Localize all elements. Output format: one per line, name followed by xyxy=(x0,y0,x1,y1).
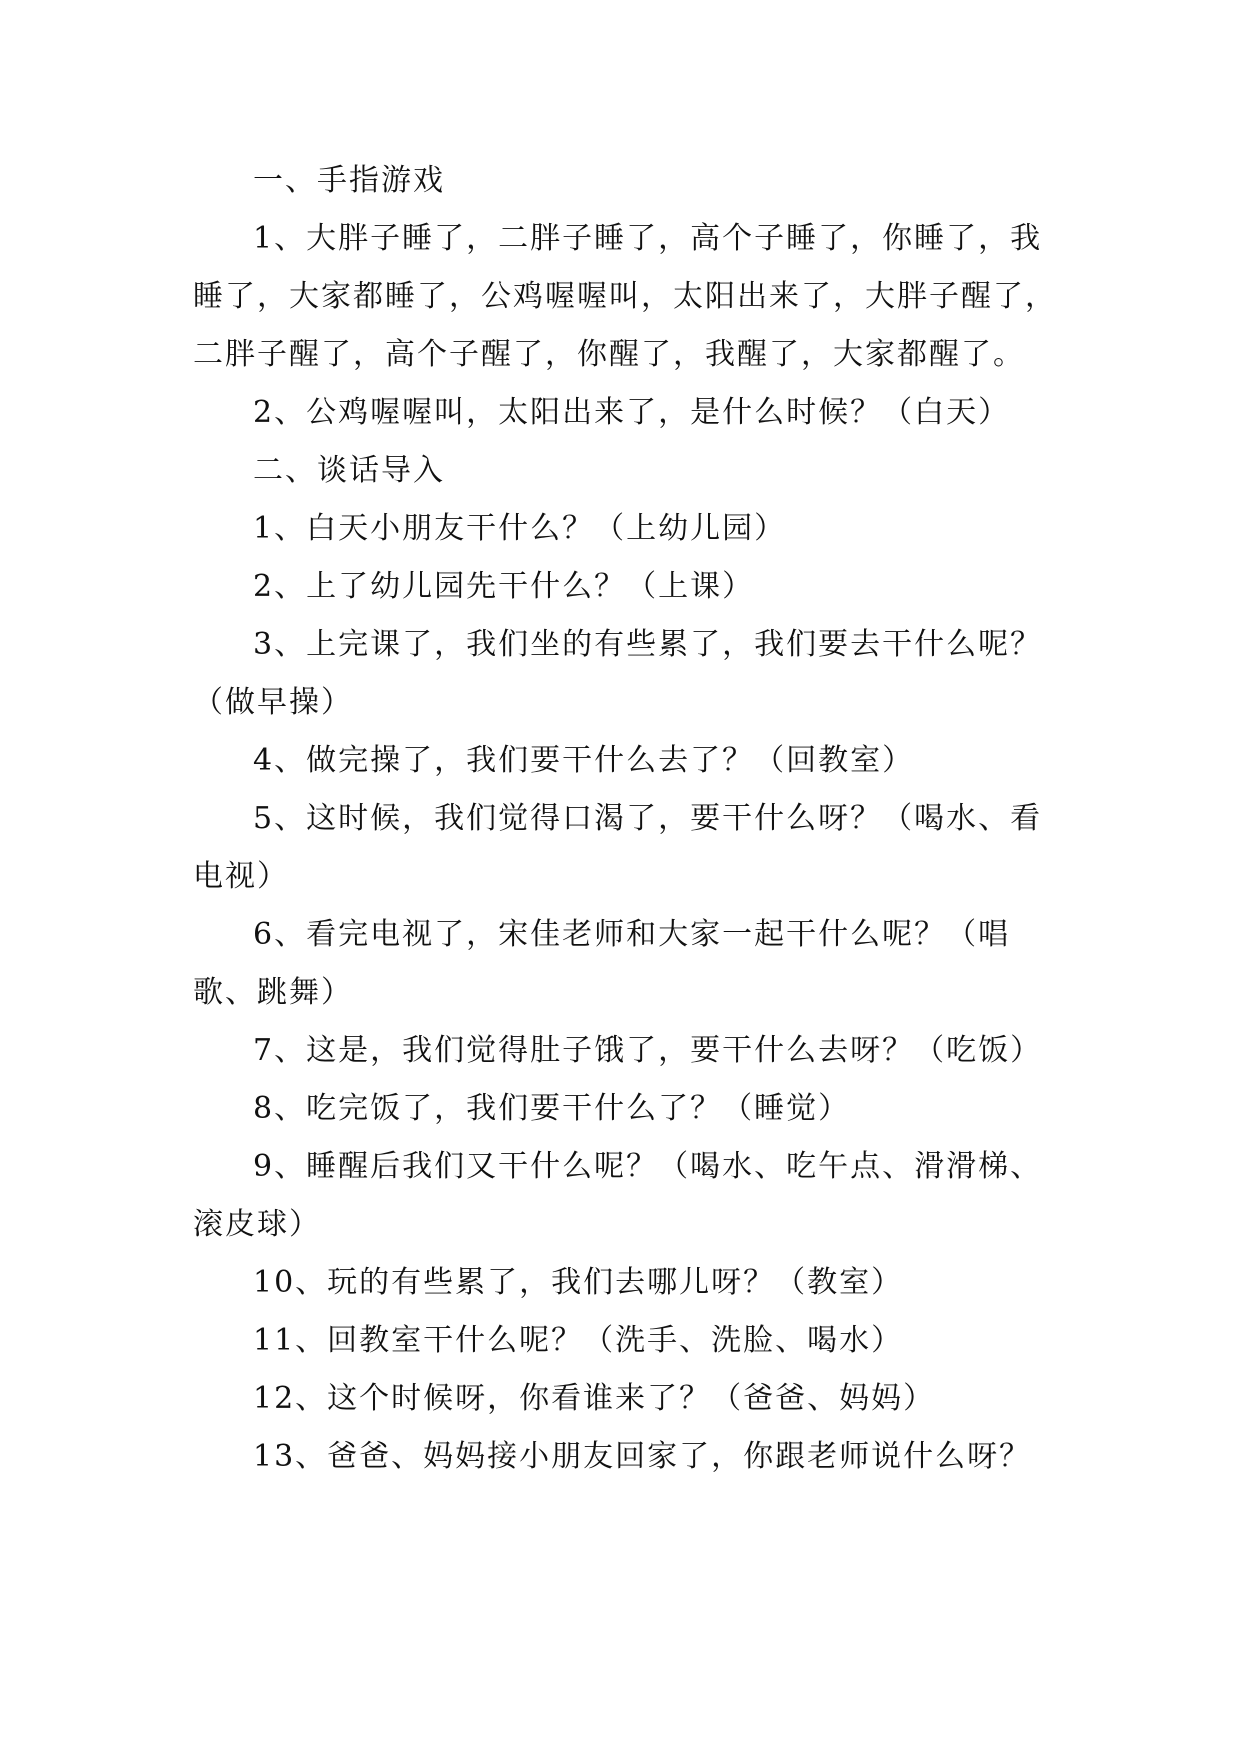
paragraph-item: 1、大胖子睡了，二胖子睡了，高个子睡了，你睡了，我睡了，大家都睡了，公鸡喔喔叫，太阳出来了，大胖子醒了，二胖子醒了，高个子醒了，你醒了，我醒了，大家都醒了。 xyxy=(193,221,1057,372)
paragraph-item: 4、做完操了，我们要干什么去了？（回教室） xyxy=(253,743,915,778)
paragraph-item: 3、上完课了，我们坐的有些累了，我们要去干什么呢？（做早操） xyxy=(193,627,1043,720)
paragraph-item: 2、上了幼儿园先干什么？（上课） xyxy=(253,569,755,604)
paragraph-item: 8、吃完饭了，我们要干什么了？（睡觉） xyxy=(253,1091,851,1126)
paragraph-item: 13、爸爸、妈妈接小朋友回家了，你跟老师说什么呀？ xyxy=(253,1439,1032,1474)
paragraph-item: 7、这是，我们觉得肚子饿了，要干什么去呀？（吃饭） xyxy=(253,1033,1043,1068)
paragraph-item: 2、公鸡喔喔叫，太阳出来了，是什么时候？（白天） xyxy=(253,395,1011,430)
paragraph-item: 11、回教室干什么呢？（洗手、洗脸、喝水） xyxy=(253,1323,904,1358)
paragraph-item: 5、这时候，我们觉得口渴了，要干什么呀？（喝水、看电视） xyxy=(193,801,1043,894)
paragraph-item: 9、睡醒后我们又干什么呢？（喝水、吃午点、滑滑梯、滚皮球） xyxy=(193,1149,1043,1242)
paragraph-item: 6、看完电视了，宋佳老师和大家一起干什么呢？（唱歌、跳舞） xyxy=(193,917,1011,1010)
paragraph-item: 10、玩的有些累了，我们去哪儿呀？（教室） xyxy=(253,1265,904,1300)
section-heading-conversation: 二、谈话导入 xyxy=(253,453,445,488)
paragraph-item: 1、白天小朋友干什么？（上幼儿园） xyxy=(253,511,787,546)
document-body xyxy=(193,152,1073,1486)
section-heading-finger-game: 一、手指游戏 xyxy=(253,163,445,198)
paragraph-item: 12、这个时候呀，你看谁来了？（爸爸、妈妈） xyxy=(253,1381,936,1416)
